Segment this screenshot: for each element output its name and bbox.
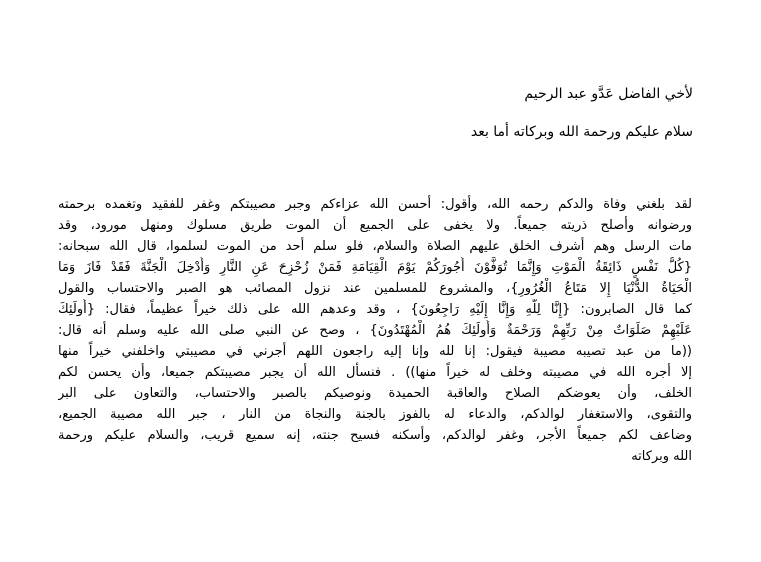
body-line: إلا أجره الله في مصيبته وخلف له خيراً منها)) . فنسأل الله أن يجبر مصيبتكم جميعا، وأن يحسن لكم [58, 365, 692, 380]
body-line: ورضوانه وأصلح ذريته جميعاً. ولا يخفى على الجميع أن الموت طريق مسلوك ومنهل مورود، وقد [58, 218, 692, 233]
letter-greeting: سلام عليكم ورحمة الله وبركاته أما بعد [470, 124, 693, 140]
body-line: عَلَيْهِمْ صَلَوَاتٌ مِنْ رَبِّهِمْ وَرَحْمَةٌ وَأُولَئِكَ هُمُ الْمُهْتَدُونَ} ، وصح عن النبي صلى الله عليه وسلم أنه قال: [58, 323, 692, 338]
body-line: كما قال الصابرون: {إِنَّا لِلَّهِ وَإِنَّا إِلَيْهِ رَاجِعُونَ} ، وقد وعدهم الله على ذلك خيراً عظيماً، فقال: {أُولَئِكَ [58, 302, 692, 317]
letter-salutation: لأخي الفاضل عَدَّو عبد الرحيم [524, 86, 693, 102]
body-line: الْحَيَاةُ الدُّنْيَا إِلا مَتَاعُ الْغُرُورِ}، والمشروع للمسلمين عند نزول المصائب هو الصبر والاحتساب والقول [58, 281, 692, 296]
body-line: ((ما من عبد تصيبه مصيبة فيقول: إنا لله وإنا إليه راجعون اللهم أجرني في مصيبتي واخلفني خيراً منها [58, 344, 692, 359]
body-line: والتقوى، والاستغفار لوالدكم، والدعاء له بالفوز بالجنة والنجاة من النار ، جبر الله مصيبة الجميع، [58, 407, 692, 422]
letter-body [58, 194, 692, 467]
body-line: لقد بلغني وفاة والدكم رحمه الله، وأقول: أحسن الله عزاءكم وجبر مصيبتكم وغفر للفقيد وتغمده برحمته [58, 197, 692, 212]
body-line: {كُلُّ نَفْسٍ ذَائِقَةُ الْمَوْتِ وَإِنَّمَا تُوَفَّوْنَ أُجُورَكُمْ يَوْمَ الْقِيَامَةِ فَمَنْ زُحْزِحَ عَنِ النَّارِ وَأُدْخِلَ الْجَنَّةَ فَقَدْ فَازَ وَمَا [58, 260, 692, 275]
body-line: الله وبركاته [631, 449, 692, 464]
body-line: وضاعف لكم جميعاً الأجر، وغفر لوالدكم، وأسكنه فسيح جنته، إنه سميع قريب، والسلام عليكم ورحمة [58, 428, 692, 443]
body-line: مات الرسل وهم أشرف الخلق عليهم الصلاة والسلام، فلو سلم أحد من الموت لسلموا، قال الله سبحانه: [58, 239, 692, 254]
body-line: الخلف، وأن يعوضكم الصلاح والعاقبة الحميدة ونوصيكم بالصبر والاحتساب، والتعاون على البر [58, 386, 692, 401]
